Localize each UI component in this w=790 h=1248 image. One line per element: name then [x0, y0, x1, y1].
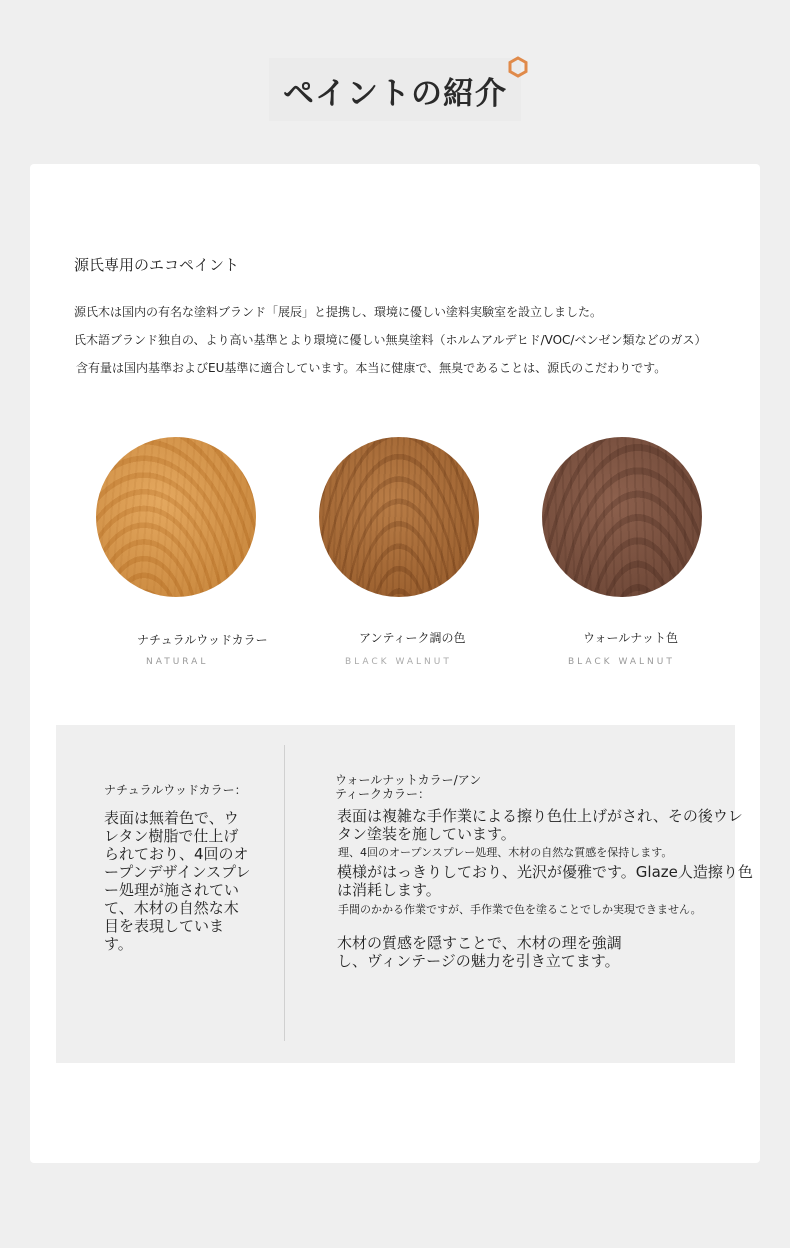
- intro-line: 含有量は国内基準およびEU基準に適合しています。本当に健康で、無臭であることは、源氏のこだわりです。: [76, 361, 667, 375]
- walnut-detail-para1: 表面は複雑な手作業による擦り色仕上げがされ、その後ウレタン塗装を施しています。: [337, 807, 743, 843]
- walnut-wood-swatch: [542, 437, 702, 597]
- natural-detail-label: ナチュラルウッドカラー：: [104, 783, 247, 797]
- hexagon-icon: [507, 56, 529, 78]
- walnut-detail-note2: 手間のかかる作業ですが、手作業で色を塗ることでしか実現できません。: [338, 903, 702, 916]
- walnut-detail-para2: 模様がはっきりしており、光沢が優雅です。Glaze人造擦り色は消耗します。: [337, 863, 753, 899]
- column-divider: [284, 745, 285, 1041]
- natural-wood-swatch: [96, 437, 256, 597]
- finish-details-panel: [56, 725, 753, 1063]
- swatch-sub-walnut: BLACK WALNUT: [568, 657, 675, 667]
- antique-wood-swatch: [319, 437, 479, 597]
- title-box: [269, 58, 521, 121]
- page-title: ペイントの紹介: [283, 76, 507, 112]
- intro-line: 源氏木は国内の有名な塗料ブランド「展辰」と提携し、環境に優しい塗料実験室を設立しました。: [74, 305, 603, 319]
- swatch-name-antique: アンティーク調の色: [359, 631, 466, 645]
- section-heading: 源氏専用のエコペイント: [74, 256, 240, 274]
- intro-line: 氏木語ブランド独自の、より高い基準とより環境に優しい無臭塗料（ホルムアルデヒド/VOC/ベンゼン類などのガス）: [74, 333, 707, 347]
- swatch-sub-antique: BLACK WALNUT: [345, 657, 452, 667]
- walnut-detail-note1: 理、4回のオープンスプレー処理、木材の自然な質感を保持します。: [338, 846, 673, 859]
- natural-detail-body: 表面は無着色で、ウレタン樹脂で仕上げられており、4回のオープンデザインスプレー処理が施されていて、木材の自然な木目を表現しています。: [104, 809, 251, 953]
- swatch-sub-natural: NATURAL: [146, 657, 209, 667]
- title-area: [0, 58, 790, 121]
- walnut-detail-para3: 木材の質感を隠すことで、木材の理を強調し、ヴィンテージの魅力を引き立てます。: [337, 934, 622, 970]
- swatch-name-natural: ナチュラルウッドカラー: [137, 633, 268, 647]
- content-card: [30, 164, 760, 1163]
- intro-text: [74, 298, 724, 382]
- swatch-name-walnut: ウォールナット色: [583, 631, 679, 645]
- walnut-detail-label: ウォールナットカラー/アンティークカラー：: [335, 773, 482, 801]
